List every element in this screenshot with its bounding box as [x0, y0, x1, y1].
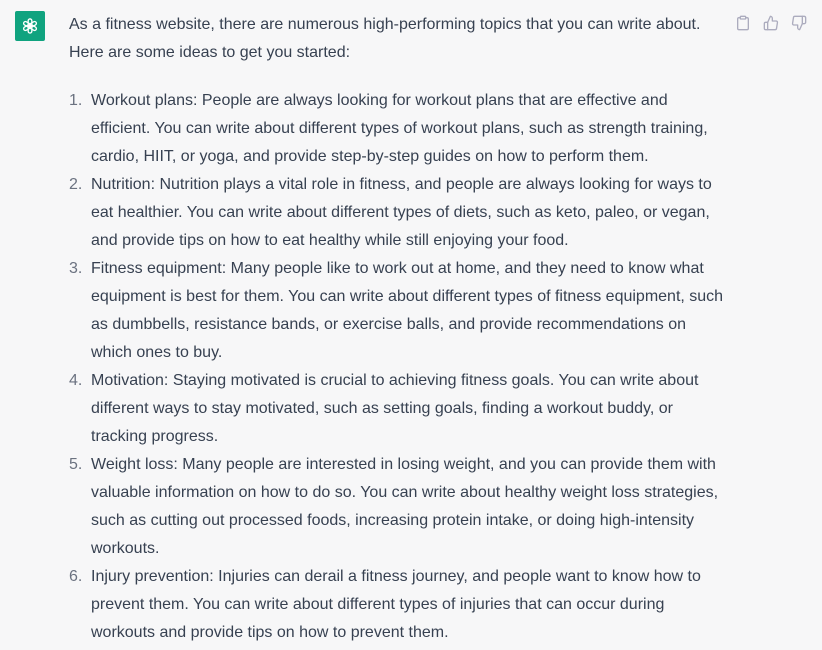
- copy-button[interactable]: [734, 14, 752, 32]
- list-item-text: Nutrition: Nutrition plays a vital role in fitness, and people are always looking for ways to eat healthier. You can write about different types of diets, such as keto, paleo, or vegan, and provide tips on how to eat healthy while still enjoying your food.: [91, 176, 712, 249]
- list-item-number: 6.: [69, 568, 83, 585]
- message-actions: [734, 14, 808, 32]
- list-item: [69, 171, 724, 255]
- thumbs-down-button[interactable]: [790, 14, 808, 32]
- openai-logo-icon: [20, 16, 40, 36]
- list-item-text: Fitness equipment: Many people like to work out at home, and they need to know what equipment is best for them. You can write about different types of fitness equipment, such as dumbbells, resistance bands, or exercise balls, and provide recommendations on which ones to buy.: [91, 260, 724, 361]
- list-item: [69, 255, 724, 367]
- list-item-number: 1.: [69, 92, 83, 109]
- message-intro: As a fitness website, there are numerous high-performing topics that you can write about. Here are some ideas to get you started:: [69, 16, 701, 61]
- thumbs-up-button[interactable]: [762, 14, 780, 32]
- list-item: [69, 563, 724, 647]
- thumbs-down-icon: [791, 15, 807, 31]
- list-item-number: 5.: [69, 456, 83, 473]
- topic-list: [69, 87, 724, 647]
- list-item-text: Motivation: Staying motivated is crucial to achieving fitness goals. You can write about different ways to stay motivated, such as setting goals, finding a workout buddy, or tracking progress.: [91, 372, 699, 445]
- list-item-text: Injury prevention: Injuries can derail a fitness journey, and people want to know how to prevent them. You can write about different types of injuries that can occur during workouts and provide tips on how to prevent them.: [91, 568, 701, 641]
- assistant-avatar: [15, 11, 45, 41]
- list-item: [69, 367, 724, 451]
- list-item-text: Workout plans: People are always looking for workout plans that are effective and efficient. You can write about different types of workout plans, such as strength training, cardio, HIIT, or yoga, and provide step-by-step guides on how to perform them.: [91, 92, 708, 165]
- list-item-number: 4.: [69, 372, 83, 389]
- message-content: [69, 11, 724, 647]
- list-item: [69, 451, 724, 563]
- list-item-text: Weight loss: Many people are interested in losing weight, and you can provide them with valuable information on how to do so. You can write about healthy weight loss strategies, such as cutting out processed foods, increasing protein intake, or doing high-intensity workouts.: [91, 456, 719, 557]
- list-item-number: 3.: [69, 260, 83, 277]
- list-item-number: 2.: [69, 176, 83, 193]
- thumbs-up-icon: [763, 15, 779, 31]
- list-item: [69, 87, 724, 171]
- clipboard-icon: [735, 15, 751, 31]
